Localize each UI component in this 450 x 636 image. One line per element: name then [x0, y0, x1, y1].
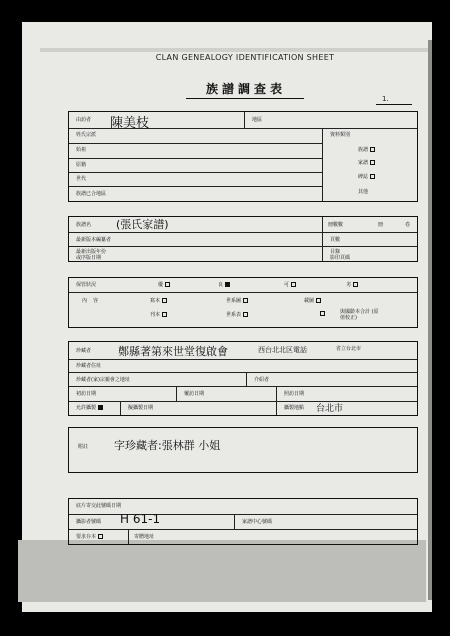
- tomb-option: [358, 174, 375, 180]
- archived-option: [76, 534, 103, 540]
- format-label: 目錄: [330, 249, 341, 255]
- introducer-label: 介紹者: [254, 377, 270, 383]
- genealogy-option: [358, 147, 375, 153]
- divider: [69, 246, 417, 247]
- holder-value-2: 西台北北区電話: [258, 346, 307, 354]
- condition-poor: [284, 282, 296, 288]
- investigator-label: 由訪者: [76, 117, 92, 123]
- divider: [246, 373, 247, 386]
- tomb-option-label: 碑誌: [358, 174, 369, 180]
- rubbing-option-label: 世系圖: [226, 298, 242, 304]
- film-number-value: H 61-1: [120, 512, 161, 526]
- rubbing-option: [226, 298, 248, 304]
- shoot-place-value: 台北市: [316, 404, 344, 414]
- photo-ok-label: 允許攝製: [76, 405, 97, 411]
- original-option: [150, 298, 167, 304]
- printed-option-label: 刊本: [150, 312, 161, 318]
- divider: [69, 401, 417, 402]
- generations-label: 世代: [76, 176, 87, 182]
- printed-checkbox[interactable]: [162, 312, 167, 317]
- condition-fair-checkbox[interactable]: [225, 282, 230, 287]
- condition-good-label: 優: [158, 282, 164, 288]
- send-place-label: 寄贈地址: [134, 534, 155, 540]
- genealogy-option-label: 族譜: [358, 147, 369, 153]
- typed-checkbox[interactable]: [243, 312, 248, 317]
- recorded-label: 照訪日期: [284, 391, 305, 397]
- condition-bad-checkbox[interactable]: [353, 282, 358, 287]
- condition-fair-label: 良: [218, 282, 224, 288]
- sheet-edge: [40, 48, 428, 52]
- compiler-label: 最新版本編纂者: [76, 237, 112, 243]
- sheet-edge-right: [428, 40, 432, 600]
- condition-label: 保管狀況: [76, 282, 97, 288]
- genealogy-title-label: 族譜名: [76, 222, 92, 228]
- institution-label: 珍藏者(家)宗親會之地址: [76, 377, 130, 383]
- ancestral-home-label: 始祖: [76, 147, 87, 153]
- photo-ok-checkbox[interactable]: [98, 405, 103, 410]
- divider: [69, 143, 322, 144]
- divider: [244, 112, 245, 128]
- text-copy-label: 與國齡本合計 (原值校正): [340, 309, 379, 321]
- archived-label: 要求存本: [76, 534, 97, 540]
- original-option-label: 寫本: [150, 298, 161, 304]
- notes-value: 字珍藏者:張林群 小姐: [114, 439, 221, 452]
- condition-bad: [346, 282, 358, 288]
- source-label: 資料類別: [330, 132, 351, 138]
- location-label: 地區: [252, 117, 263, 123]
- tomb-checkbox[interactable]: [370, 174, 375, 179]
- genealogy-title-value: (張氏家譜): [116, 218, 169, 231]
- condition-fair: [218, 282, 230, 288]
- condition-bad-label: 劣: [346, 282, 352, 288]
- pages-label: 頁數: [330, 237, 341, 243]
- other-option: 其他: [358, 189, 369, 195]
- film-sent-label: 底片寄交此號碼日期: [76, 503, 122, 509]
- volumes-unit-2: 卷: [405, 222, 411, 228]
- original-checkbox[interactable]: [162, 298, 167, 303]
- printed-option: [150, 312, 167, 318]
- notes-label: 附註: [78, 444, 89, 450]
- typed-option-label: 世系表: [226, 312, 242, 318]
- film-number-label: 攝影者號碼: [76, 519, 102, 525]
- rubbing-checkbox[interactable]: [243, 298, 248, 303]
- divider: [69, 529, 417, 530]
- family-book-option: [358, 160, 375, 166]
- genealogy-checkbox[interactable]: [370, 147, 375, 152]
- divider: [322, 128, 323, 201]
- photo-checkbox[interactable]: [316, 298, 321, 303]
- visit-date-label: 初訪日期: [76, 391, 97, 397]
- condition-poor-label: 可: [284, 282, 290, 288]
- surname-origin-label: 姓氏宗派: [76, 132, 97, 138]
- title-chinese: 族譜調查表: [205, 82, 286, 96]
- divider: [322, 217, 323, 261]
- divider: [69, 386, 417, 387]
- holder-label: 珍藏者: [76, 348, 92, 354]
- divider: [276, 387, 277, 415]
- year-label: 最新出版年份 或序版日期: [76, 249, 107, 261]
- holder-address-label: 珍藏者住址: [76, 363, 102, 369]
- family-book-option-label: 家譜: [358, 160, 369, 166]
- photo-date-label: 擬攝製日期: [128, 405, 154, 411]
- revisit-date-label: 覆訪日期: [184, 391, 205, 397]
- divider: [69, 172, 322, 173]
- condition-good-checkbox[interactable]: [165, 282, 170, 287]
- content-label: 內容: [82, 298, 105, 304]
- divider: [69, 292, 417, 293]
- dynasty-label: 原籍: [76, 162, 87, 168]
- text-copy-checkbox[interactable]: [320, 311, 325, 316]
- family-book-checkbox[interactable]: [370, 160, 375, 165]
- page-number-rule: [376, 104, 412, 105]
- condition-poor-checkbox[interactable]: [291, 282, 296, 287]
- volumes-label: 冊數數: [328, 222, 344, 228]
- photo-option-label: 載圖: [304, 298, 315, 304]
- divider: [69, 186, 322, 187]
- shelf-label: 影印頁碼: [330, 255, 351, 261]
- divider: [69, 359, 417, 360]
- divider: [69, 232, 417, 233]
- divider: [69, 372, 417, 373]
- archived-checkbox[interactable]: [98, 534, 103, 539]
- investigator-value: 陳美枝: [110, 116, 150, 131]
- divider: [234, 515, 235, 529]
- included-label: 族譜已合地區: [76, 191, 107, 197]
- photo-option: [304, 298, 321, 304]
- holder-value-3: 省立台北市: [336, 346, 362, 352]
- photo-ok-option: [76, 405, 103, 411]
- divider: [176, 387, 177, 401]
- holder-value: 鄭縣著第來世堂復啟會: [118, 345, 228, 358]
- volumes-unit: 冊: [378, 222, 384, 228]
- divider: [128, 530, 129, 544]
- sheet-shadow: [18, 540, 426, 602]
- page-number: 1.: [382, 95, 389, 103]
- depot-label: 家譜中心號碼: [242, 519, 273, 525]
- typed-option: [226, 312, 248, 318]
- condition-good: [158, 282, 170, 288]
- shoot-place-label: 攝製地點: [284, 405, 305, 411]
- title-english: CLAN GENEALOGY IDENTIFICATION SHEET: [155, 53, 335, 62]
- divider: [69, 158, 322, 159]
- title-underline: [186, 98, 304, 99]
- divider: [120, 402, 121, 415]
